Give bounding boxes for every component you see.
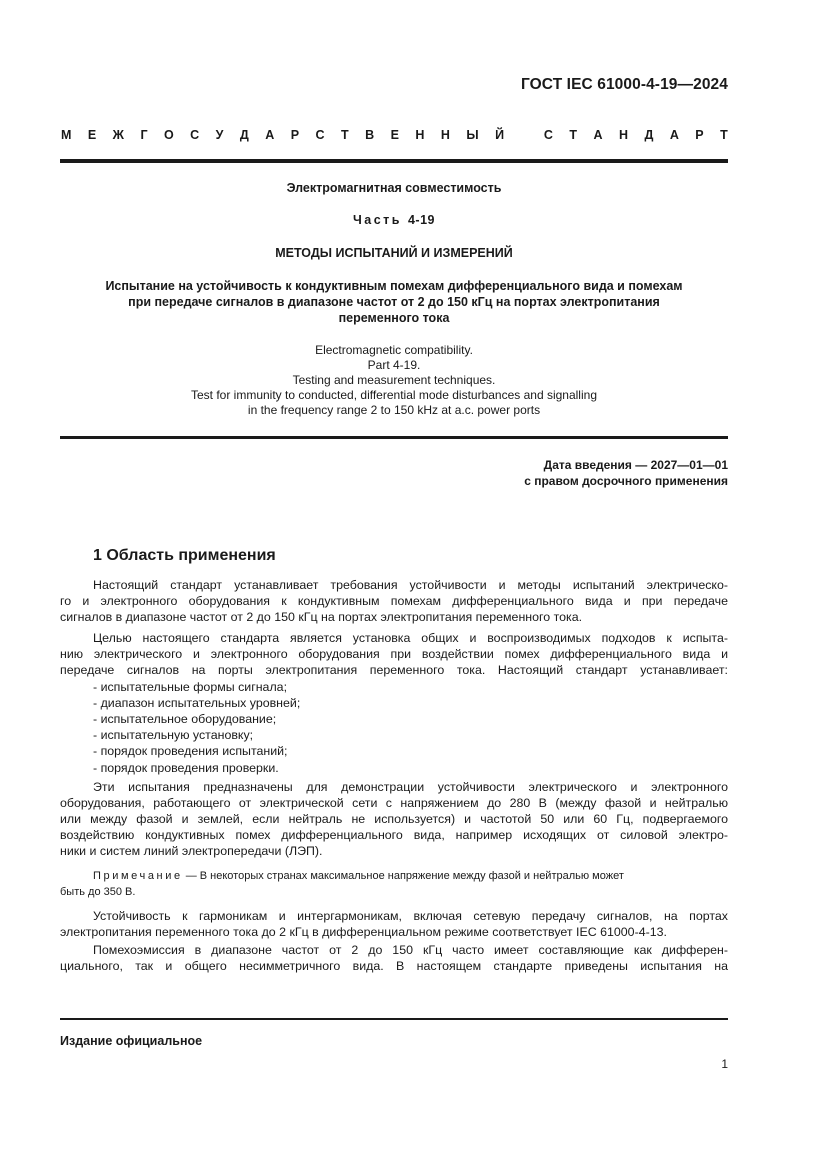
title-english-line: Electromagnetic compatibility. [315, 343, 473, 357]
early-application-line: с правом досрочного применения [524, 474, 728, 488]
heading-letter: Н [440, 128, 450, 142]
title-english-line: Part 4-19. [367, 358, 421, 372]
heading-gap [521, 128, 528, 142]
paragraph-line: ники и систем линий электропередачи (ЛЭП). [60, 844, 323, 858]
footer-divider [60, 1018, 728, 1020]
paragraph-line: го и электронного оборудования к кондуктивным помехам дифференциального вида и при передаче [60, 594, 728, 608]
heading-letter: Т [720, 128, 728, 142]
heading-letter: Ы [466, 128, 479, 142]
list-item: - порядок проведения испытаний; [93, 744, 288, 758]
note-text: — В некоторых странах максимальное напряжение между фазой и нейтралью может [182, 870, 624, 882]
heading-letter: У [215, 128, 224, 142]
part-number: 4-19 [407, 213, 435, 227]
paragraph-line: Помехоэмиссия в диапазоне частот от 2 до 150 кГц часто имеет составляющие как дифферен- [93, 943, 728, 957]
title-subject-line: переменного тока [338, 311, 450, 325]
title-english [60, 343, 728, 418]
list-item: - испытательные формы сигнала; [93, 680, 288, 694]
list-item: - испытательную установку; [93, 728, 254, 742]
paragraph-line: электропитания переменного тока до 2 кГц в дифференциальном режиме соответствует IEC 61000-4-13. [60, 925, 667, 939]
heading-letter: Й [495, 128, 505, 142]
title-subject-line: Испытание на устойчивость к кондуктивным помехам дифференциального вида и помехам [105, 279, 683, 293]
heading-letter: Ж [112, 128, 124, 142]
list-item: - испытательное оборудование; [93, 712, 277, 726]
title-divider [60, 436, 728, 439]
paragraph-line: Настоящий стандарт устанавливает требования устойчивости и методы испытаний электрическо- [93, 578, 728, 592]
note-label: Примечание [93, 870, 183, 882]
introduction-date-line: Дата введения — 2027—01—01 [543, 458, 728, 472]
part-word: Часть [352, 213, 402, 227]
note [93, 869, 728, 883]
paragraph-line: нию электрического и электронного оборудования при воздействии помех дифференциального вида и [60, 647, 728, 661]
heading-letter: С [190, 128, 200, 142]
heading-letter: Е [87, 128, 97, 142]
introduction-date [524, 457, 728, 489]
paragraph-line: воздействию кондуктивных помех дифференциального вида, например исходящих от силовой электро- [60, 828, 728, 842]
title-english-line: Testing and measurement techniques. [292, 373, 496, 387]
header-divider [60, 159, 728, 163]
paragraph-line: Устойчивость к гармоникам и интергармоникам, включая сетевую передачу сигналов, на портах [93, 909, 728, 923]
title-english-line: in the frequency range 2 to 150 kHz at a.c. power ports [247, 403, 541, 417]
heading-letter: Н [618, 128, 628, 142]
title-english-line: Test for immunity to conducted, differential mode disturbances and signalling [190, 388, 597, 402]
document-number: ГОСТ IEC 61000-4-19—2024 [520, 76, 728, 93]
part-label [60, 213, 728, 227]
heading-letter: Н [415, 128, 425, 142]
list-item: - порядок проведения проверки. [93, 761, 279, 775]
heading-letter: О [163, 128, 174, 142]
heading-letter: Г [140, 128, 148, 142]
heading-letter: С [543, 128, 553, 142]
standard-type-heading [61, 128, 728, 142]
heading-letter: А [669, 128, 679, 142]
paragraph-line: или между фазой и землей, если нейтраль не используется) и частотой 50 или 60 Гц, подвергаемого [60, 812, 728, 826]
paragraph-line: передаче сигналов на порты электропитания переменного тока. Настоящий стандарт устанавливает: [60, 663, 728, 677]
heading-letter: Р [290, 128, 300, 142]
paragraph-line: циального, так и общего несимметричного вида. В настоящем стандарте приведены испытания на [60, 959, 728, 973]
heading-letter: Д [239, 128, 249, 142]
title-methods: МЕТОДЫ ИСПЫТАНИЙ И ИЗМЕРЕНИЙ [275, 246, 513, 260]
heading-letter: А [593, 128, 603, 142]
paragraph-line: Эти испытания предназначены для демонстрации устойчивости электрического и электронного [93, 780, 728, 794]
paragraph-line: Целью настоящего стандарта является установка общих и воспроизводимых подходов к испыта- [93, 631, 728, 645]
heading-letter: С [315, 128, 325, 142]
page-number: 1 [721, 1057, 728, 1071]
title-subject-line: при передаче сигналов в диапазоне частот от 2 до 150 кГц на портах электропитания [128, 295, 660, 309]
heading-letter: А [265, 128, 275, 142]
heading-letter: В [365, 128, 375, 142]
section-heading: 1 Область применения [93, 547, 276, 564]
paragraph-line: сигналов в диапазоне частот от 2 до 150 кГц на портах электропитания переменного тока. [60, 610, 583, 624]
heading-letter: Д [644, 128, 654, 142]
official-edition-label: Издание официальное [60, 1034, 203, 1048]
heading-letter: Т [341, 128, 349, 142]
list-item: - диапазон испытательных уровней; [93, 696, 301, 710]
paragraph-line: оборудования, работающего от электрической сети с напряжением до 280 В (между фазой и нейтралью [60, 796, 728, 810]
heading-letter: Р [695, 128, 704, 142]
note-line: быть до 350 В. [60, 886, 136, 898]
heading-letter: М [61, 128, 72, 142]
title-subject [60, 278, 728, 326]
heading-letter: Е [390, 128, 399, 142]
heading-letter: Т [569, 128, 578, 142]
title-main: Электромагнитная совместимость [286, 181, 502, 195]
